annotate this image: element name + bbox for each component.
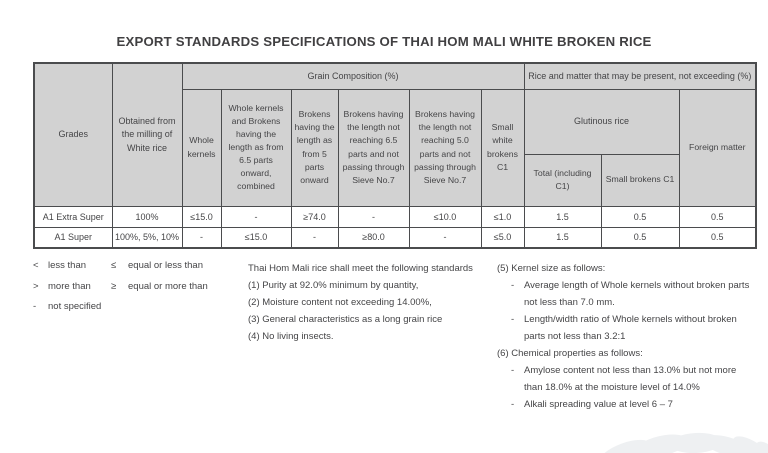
header-glutinous-rice: Glutinous rice [524, 89, 679, 154]
bullet-dash: - [511, 365, 515, 376]
value-cell: ≤15.0 [221, 227, 291, 248]
page-title: EXPORT STANDARDS SPECIFICATIONS OF THAI HOM MALI WHITE BROKEN RICE [116, 34, 652, 49]
value-cell: - [291, 227, 338, 248]
value-cell: 0.5 [601, 227, 679, 248]
header-grain-composition: Grain Composition (%) [182, 63, 524, 89]
standards-intro: Thai Hom Mali rice shall meet the following standards [248, 263, 473, 274]
header-whole-kernels-and-brokens: Whole kernels and Brokens having the length as from 6.5 parts onward, combined [221, 89, 291, 206]
standards-item: (1) Purity at 92.0% minimum by quantity, [248, 280, 419, 291]
legend-row [33, 281, 208, 292]
value-cell: - [409, 227, 481, 248]
value-cell: 1.5 [524, 206, 601, 227]
legend-symbol: > [33, 280, 39, 292]
standards-item: (3) General characteristics as a long grain rice [248, 314, 443, 325]
table-row-a1-extra-super [34, 206, 756, 227]
legend-symbol: < [33, 260, 39, 271]
value-cell: ≥80.0 [338, 227, 409, 248]
legend-symbol: ≥ [111, 280, 117, 292]
value-cell: 0.5 [679, 227, 756, 248]
bullet-dash: - [511, 280, 515, 291]
note-bullet [511, 396, 757, 413]
header-glutinous-total: Total (including C1) [524, 154, 601, 206]
symbol-legend [33, 260, 208, 322]
value-cell: 0.5 [679, 206, 756, 227]
header-brokens-not-reaching-65: Brokens having the length not reaching 6.5 parts and not passing through Sieve No.7 [338, 89, 409, 206]
value-cell: - [338, 206, 409, 227]
header-whole-kernels: Whole kernels [182, 89, 221, 206]
legend-label: more than [48, 280, 91, 292]
header-glutinous-small-brokens: Small brokens C1 [601, 154, 679, 206]
header-brokens-not-reaching-50: Brokens having the length not reaching 5.0 parts and not passing through Sieve No.7 [409, 89, 481, 206]
value-cell: ≤5.0 [481, 227, 524, 248]
standards-note [248, 260, 493, 345]
value-cell: ≤1.0 [481, 206, 524, 227]
grade-cell: A1 Super [34, 227, 112, 248]
bullet-dash: - [511, 399, 515, 410]
legend-label: equal or less than [128, 260, 203, 271]
kernel-chemical-notes [497, 260, 757, 413]
bullet-text: Average length of Whole kernels without broken parts not less than 7.0 mm. [524, 280, 750, 308]
legend-row [33, 260, 208, 271]
note-bullet [511, 277, 757, 311]
standards-item: (2) Moisture content not exceeding 14.00%, [248, 297, 432, 308]
legend-label: equal or more than [128, 280, 208, 292]
table-row-a1-super [34, 227, 756, 248]
value-cell: 1.5 [524, 227, 601, 248]
note-bullet [511, 362, 757, 396]
value-cell: 100%, 5%, 10% [112, 227, 182, 248]
note-6-title: (6) Chemical properties as follows: [497, 348, 643, 359]
note-5-title: (5) Kernel size as follows: [497, 263, 606, 274]
header-foreign-matter: Foreign matter [679, 89, 756, 206]
bullet-text: Alkali spreading value at level 6 – 7 [524, 399, 673, 410]
header-grades: Grades [34, 63, 112, 206]
value-cell: 100% [112, 206, 182, 227]
legend-label: not specified [48, 301, 102, 312]
value-cell: - [221, 206, 291, 227]
value-cell: - [182, 227, 221, 248]
standards-item: (4) No living insects. [248, 331, 334, 342]
value-cell: 0.5 [601, 206, 679, 227]
value-cell: ≤10.0 [409, 206, 481, 227]
header-rice-and-matter: Rice and matter that may be present, not exceeding (%) [524, 63, 756, 89]
spec-table [33, 62, 757, 249]
legend-symbol: ≤ [111, 260, 117, 271]
note-bullet [511, 311, 757, 345]
header-small-white-brokens: Small white brokens C1 [481, 89, 524, 206]
legend-symbol: - [33, 301, 37, 312]
legend-label: less than [48, 260, 87, 271]
value-cell: ≥74.0 [291, 206, 338, 227]
bullet-dash: - [511, 314, 515, 325]
bullet-text: Length/width ratio of Whole kernels without broken parts not less than 3.2:1 [524, 314, 737, 342]
bullet-text: Amylose content not less than 13.0% but not more than 18.0% at the moisture level of 14.0% [524, 365, 737, 393]
value-cell: ≤15.0 [182, 206, 221, 227]
grade-cell: A1 Extra Super [34, 206, 112, 227]
header-obtained-from-milling: Obtained from the milling of White rice [112, 63, 182, 206]
legend-row [33, 301, 208, 312]
header-brokens-5-parts: Brokens having the length as from 5 parts onward [291, 89, 338, 206]
